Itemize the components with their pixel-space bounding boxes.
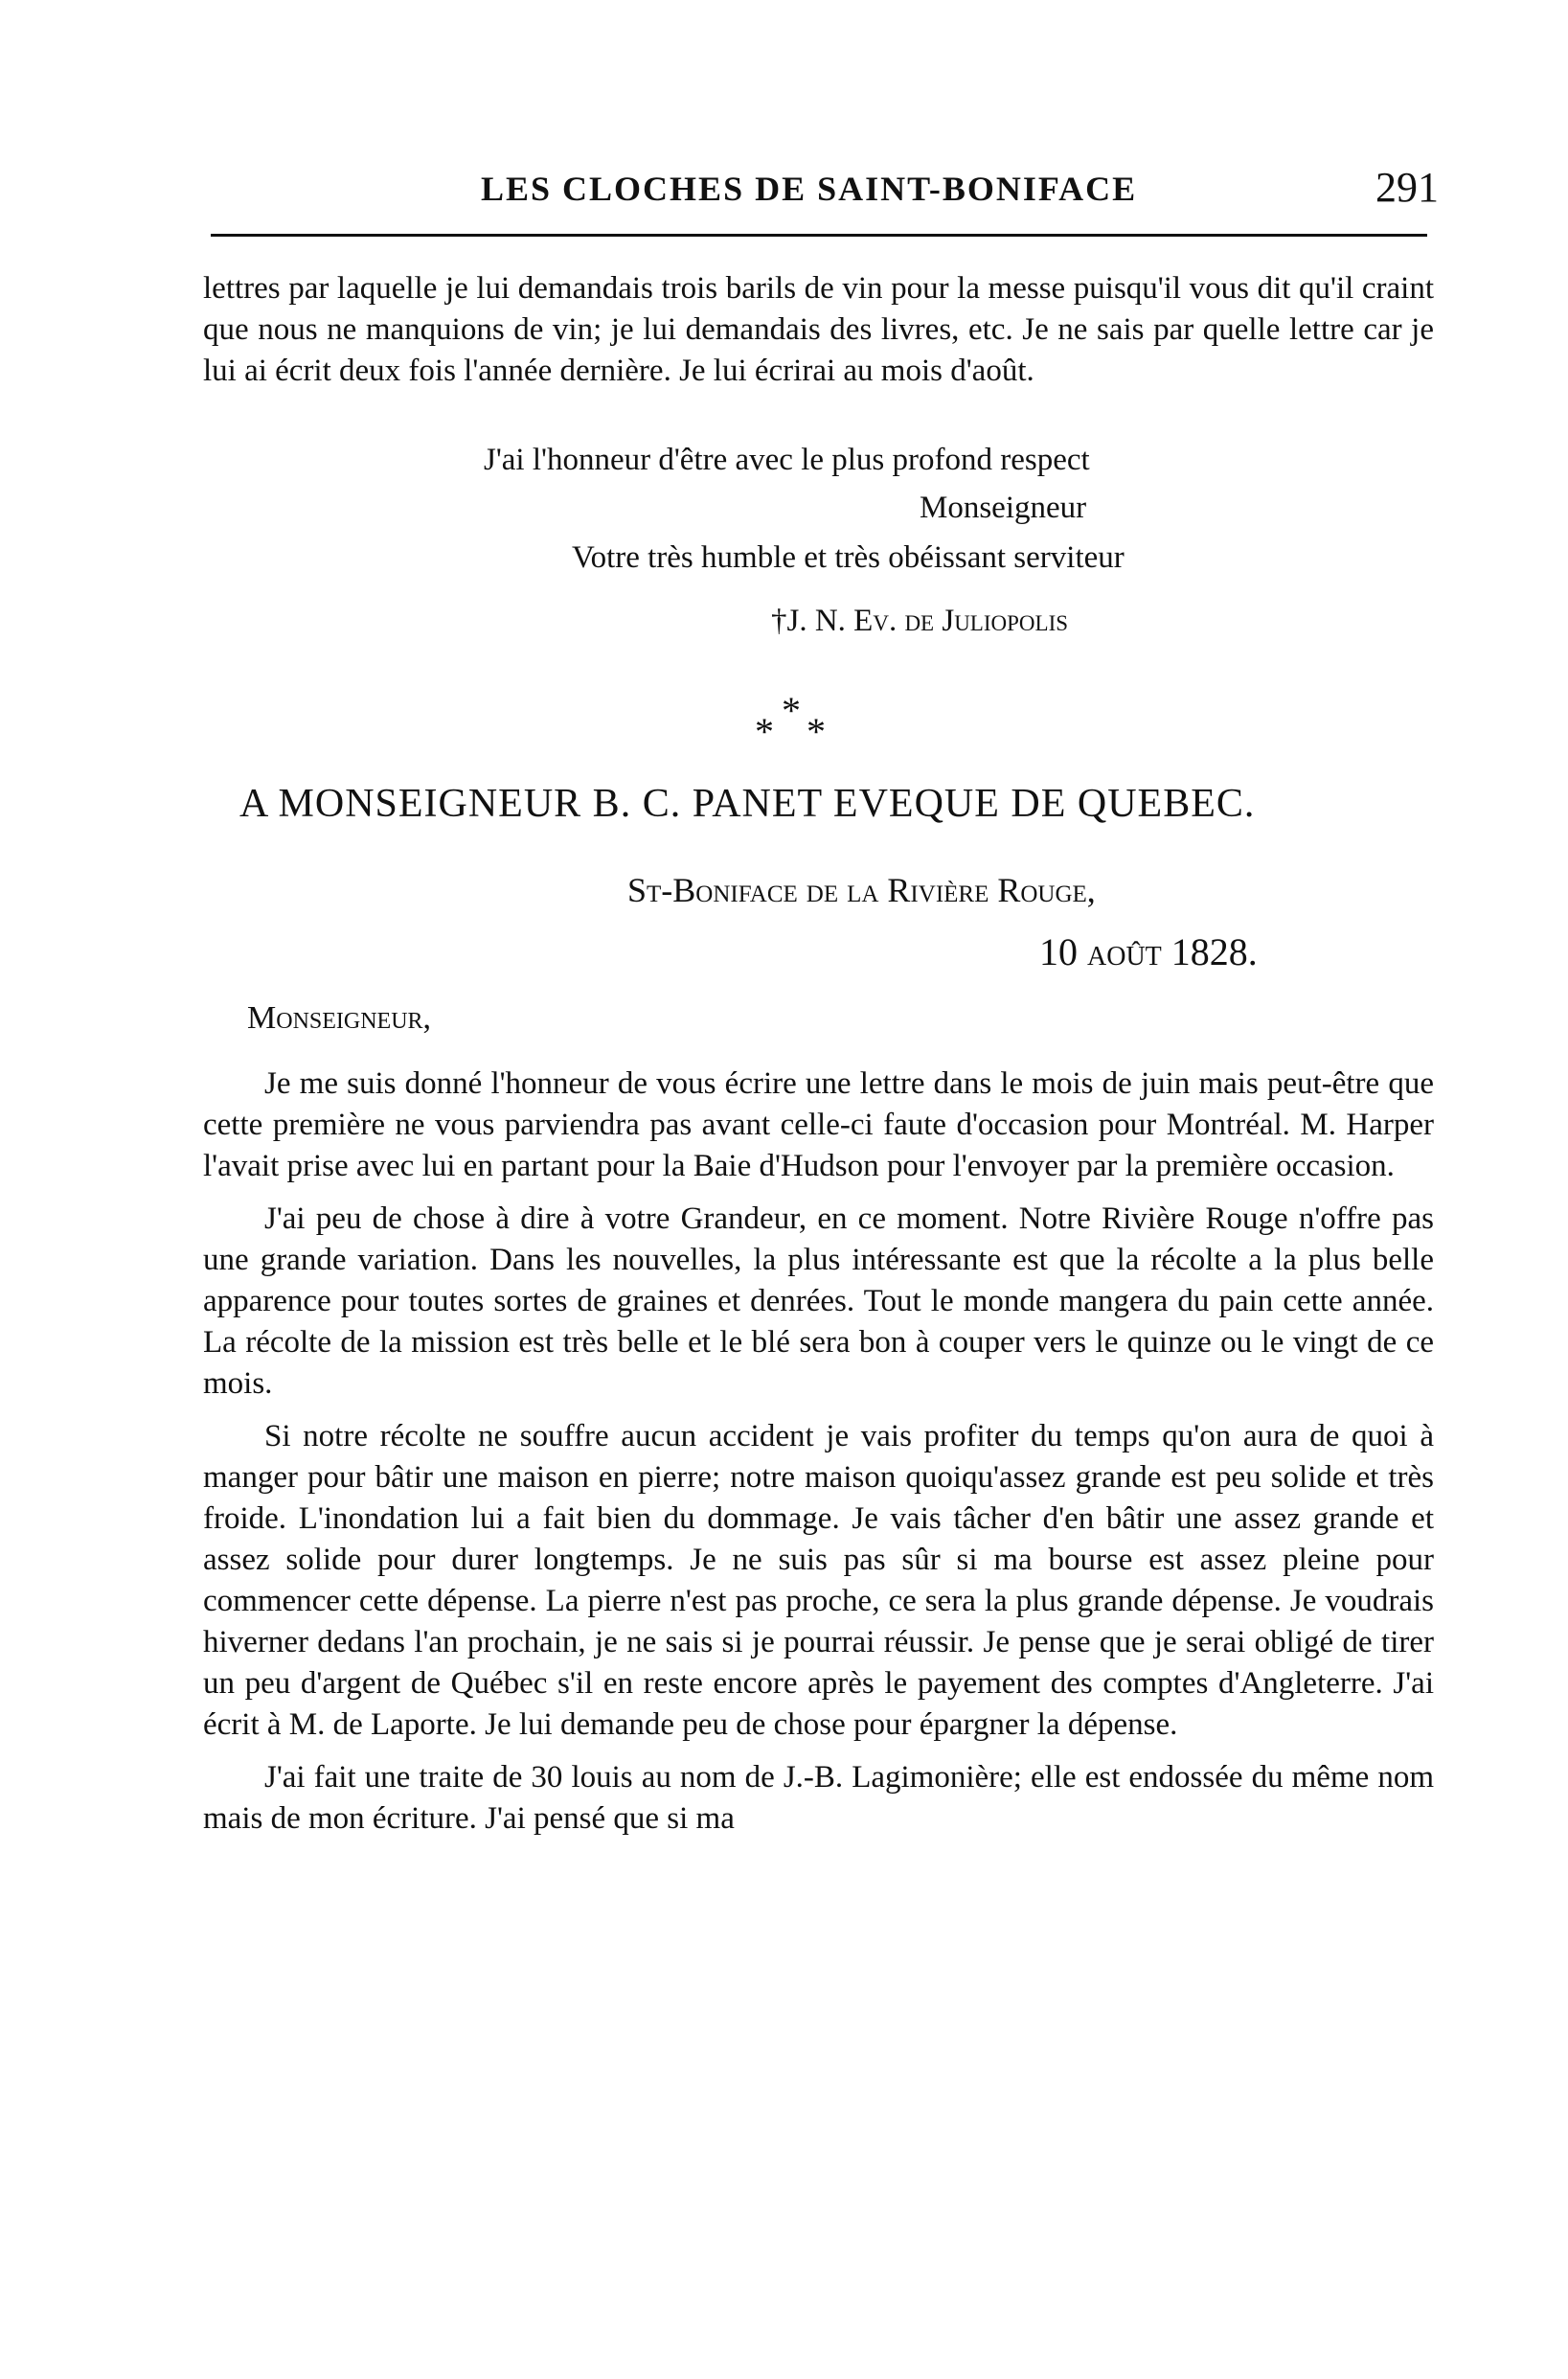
asterisk-top: * (782, 689, 801, 732)
paragraph: J'ai peu de chose à dire à votre Grandeur, en ce moment. Notre Rivière Rouge n'offre pas une grande variation. Dans les nouvelles, la plus intéressante est que la récolte a la plus belle apparence pour toutes sortes de graines et denrées. Tout le monde mangera du pain cette année. La récolte de la mission est très belle et le blé sera bon à couper vers le quinze ou le vingt de ce mois. (203, 1201, 1434, 1401)
intro-paragraph: lettres par laquelle je lui demandais trois barils de vin pour la messe puisqu'il vous dit qu'il craint que nous ne manquions de vin; je lui demandais des livres, etc. Je ne sais par quelle lettre car je lui ai écrit deux fois l'année dernière. Je lui écrirai au mois d'août. (203, 271, 1434, 388)
salutation: Monseigneur, (247, 1000, 432, 1036)
page-number: 291 (1375, 164, 1439, 211)
letter-place: St-Boniface de la Rivière Rouge, (627, 871, 1096, 909)
running-title: LES CLOCHES DE SAINT-BONIFACE (481, 170, 1138, 208)
running-head (203, 164, 1439, 226)
intro-text (203, 268, 1434, 392)
paragraph: Si notre récolte ne souffre aucun accident je vais profiter du temps qu'on aura de quoi à manger pour bâtir une maison en pierre; notre maison quoiqu'assez grande est peu solide et très froide. L'inondation lui a fait bien du dommage. Je vais tâcher d'en bâtir une assez grande et assez solide pour durer longtemps. Je ne suis pas sûr si ma bourse est assez pleine pour commencer cette dépense. La pierre n'est pas proche, ce sera la plus grande dépense. Je voudrais hiverner dedans l'an prochain, je ne sais si je pourrai réussir. Je pense que je serai obligé de tirer un peu d'argent de Québec s'il en reste encore après le payement des comptes d'Angleterre. J'ai écrit à M. de Laporte. Je lui demande peu de chose pour épargner la dépense. (203, 1419, 1434, 1742)
paragraph: Je me suis donné l'honneur de vous écrire une lettre dans le mois de juin mais peut-être que cette première ne vous parviendra pas avant celle-ci faute d'occasion pour Montréal. M. Harper l'avait prise avec lui en partant pour la Baie d'Hudson pour l'envoyer par la première occasion. (203, 1066, 1434, 1183)
asterisk-right: * (807, 710, 826, 753)
closing-formula: J'ai l'honneur d'être avec le plus profond respect (484, 443, 1090, 477)
closing-servant: Votre très humble et très obéissant serviteur (572, 540, 1125, 575)
closing-address: Monseigneur (920, 491, 1087, 525)
asterism-separator (747, 689, 862, 759)
paragraph: J'ai fait une traite de 30 louis au nom de J.-B. Lagimonière; elle est endossée du même nom mais de mon écriture. J'ai pensé que si ma (203, 1760, 1434, 1836)
letter-heading: A MONSEIGNEUR B. C. PANET EVEQUE DE QUEBEC. (239, 782, 1256, 826)
header-rule (211, 234, 1427, 237)
letter-date: 10 août 1828. (1039, 930, 1258, 973)
asterisk-left: * (755, 710, 774, 753)
signature: †J. N. Ev. de Juliopolis (771, 604, 1069, 638)
letter-body (203, 1064, 1434, 1840)
